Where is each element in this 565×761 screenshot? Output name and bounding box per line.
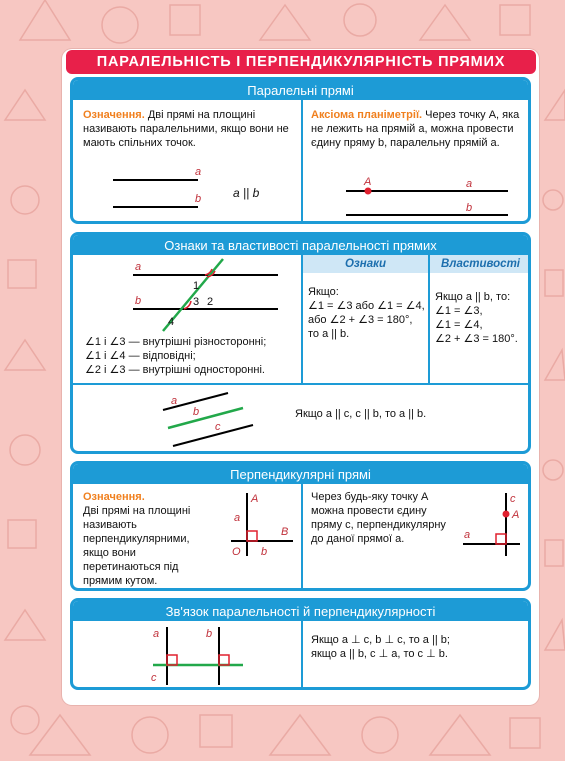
angle-1: 1	[193, 280, 200, 292]
axiom-figure	[338, 175, 518, 220]
perpendicular-figure	[223, 488, 298, 568]
label-a: a	[171, 395, 178, 407]
point-A	[503, 511, 510, 518]
label-a: a	[135, 261, 142, 273]
label-b: b	[135, 295, 142, 307]
relation-line-1: Якщо a ⊥ c, b ⊥ c, то a || b;	[311, 634, 450, 646]
parallel-lines-figure	[103, 165, 283, 215]
angle-4: 4	[168, 316, 175, 328]
column-header-properties: Властивості	[430, 255, 531, 273]
label-a: a	[464, 529, 471, 541]
signs-line-2: ∠1 = ∠3 або ∠1 = ∠4,	[308, 300, 425, 312]
properties-text	[435, 290, 531, 346]
section-perpendicular-lines	[70, 461, 531, 591]
column-header-signs: Ознаки	[303, 255, 428, 273]
definition-body: Дві прямі на площині називають паралельними, якщо вони не мають спільних точок.	[83, 109, 289, 149]
transitivity-figure	[153, 388, 273, 448]
column-divider	[301, 621, 303, 690]
definition-label: Означення.	[83, 491, 145, 503]
label-a: a	[466, 178, 473, 190]
label-A: A	[251, 493, 259, 505]
label-c: c	[510, 493, 516, 505]
label-B: B	[281, 526, 289, 538]
relation-figure	[143, 623, 253, 689]
definition-body: Дві прямі на площині називають перпендикулярними, якщо вони перетинаються під прямим кутом.	[83, 505, 191, 587]
row-divider	[73, 383, 531, 385]
transitivity-text: Якщо a || c, c || b, то a || b.	[295, 408, 427, 420]
axiom-body: Через точку A, яка не лежить на прямій a, можна провести єдину пряму b, паралельну прямій a.	[311, 109, 520, 149]
section-header: Зв'язок паралельності й перпендикулярності	[73, 601, 528, 621]
axiom-text	[311, 108, 526, 150]
section-parallel-signs	[70, 232, 531, 454]
props-line-3: ∠1 = ∠4,	[435, 319, 483, 331]
axiom-label: Аксіома планіметрії.	[311, 109, 423, 121]
signs-line-4: то a || b.	[308, 328, 350, 340]
signs-line-1: Якщо:	[308, 286, 339, 298]
label-c: c	[215, 421, 221, 433]
label-b: b	[195, 193, 202, 205]
relation-line-2: якщо a || b, c ⊥ a, то c ⊥ b.	[311, 648, 448, 660]
label-b: b	[261, 546, 268, 558]
section-header: Ознаки та властивості паралельності прямих	[73, 235, 528, 255]
page-title: ПАРАЛЕЛЬНІСТЬ І ПЕРПЕНДИКУЛЯРНІСТЬ ПРЯМИХ	[66, 50, 536, 74]
label-a: a	[153, 628, 160, 640]
label-a: a	[234, 512, 241, 524]
section-parallel-perpendicular-relation	[70, 598, 531, 690]
label-A: A	[364, 176, 372, 188]
angle-def-1: ∠1 і ∠3 — внутрішні різносторонні;	[85, 336, 267, 348]
section-parallel-lines	[70, 77, 531, 224]
label-A: A	[512, 509, 520, 521]
column-divider	[301, 100, 303, 224]
label-b: b	[193, 406, 200, 418]
relation-text	[311, 633, 526, 661]
point-A	[365, 188, 372, 195]
angle-def-3: ∠2 і ∠3 — внутрішні односторонні.	[85, 364, 265, 376]
relation-label: a || b	[233, 186, 260, 200]
label-a: a	[195, 166, 202, 178]
definition-label: Означення.	[83, 109, 145, 121]
props-line-4: ∠2 + ∠3 = 180°.	[435, 333, 518, 345]
angle-definitions	[85, 335, 300, 377]
angle-3: 3	[193, 296, 200, 308]
angle-2: 2	[207, 296, 214, 308]
label-b: b	[466, 202, 473, 214]
props-line-1: Якщо a || b, то:	[435, 291, 511, 303]
section-header: Паралельні прямі	[73, 80, 528, 100]
signs-line-3: або ∠2 + ∠3 = 180°,	[308, 314, 413, 326]
transversal-figure	[123, 255, 303, 335]
signs-text	[308, 285, 426, 341]
label-c: c	[151, 672, 157, 684]
column-divider	[428, 255, 430, 383]
definition-text	[83, 108, 298, 150]
label-O: O	[232, 546, 241, 558]
perpendicular-text: Через будь-яку точку A можна провести єдину пряму c, перпендикулярну до даної прямої a.	[311, 491, 446, 545]
angle-def-2: ∠1 і ∠4 — відповідні;	[85, 350, 196, 362]
props-line-2: ∠1 = ∠3,	[435, 305, 483, 317]
perpendicular-point-figure	[458, 488, 530, 568]
definition-text	[83, 490, 208, 588]
column-divider	[301, 484, 303, 591]
section-header: Перпендикулярні прямі	[73, 464, 528, 484]
label-b: b	[206, 628, 213, 640]
